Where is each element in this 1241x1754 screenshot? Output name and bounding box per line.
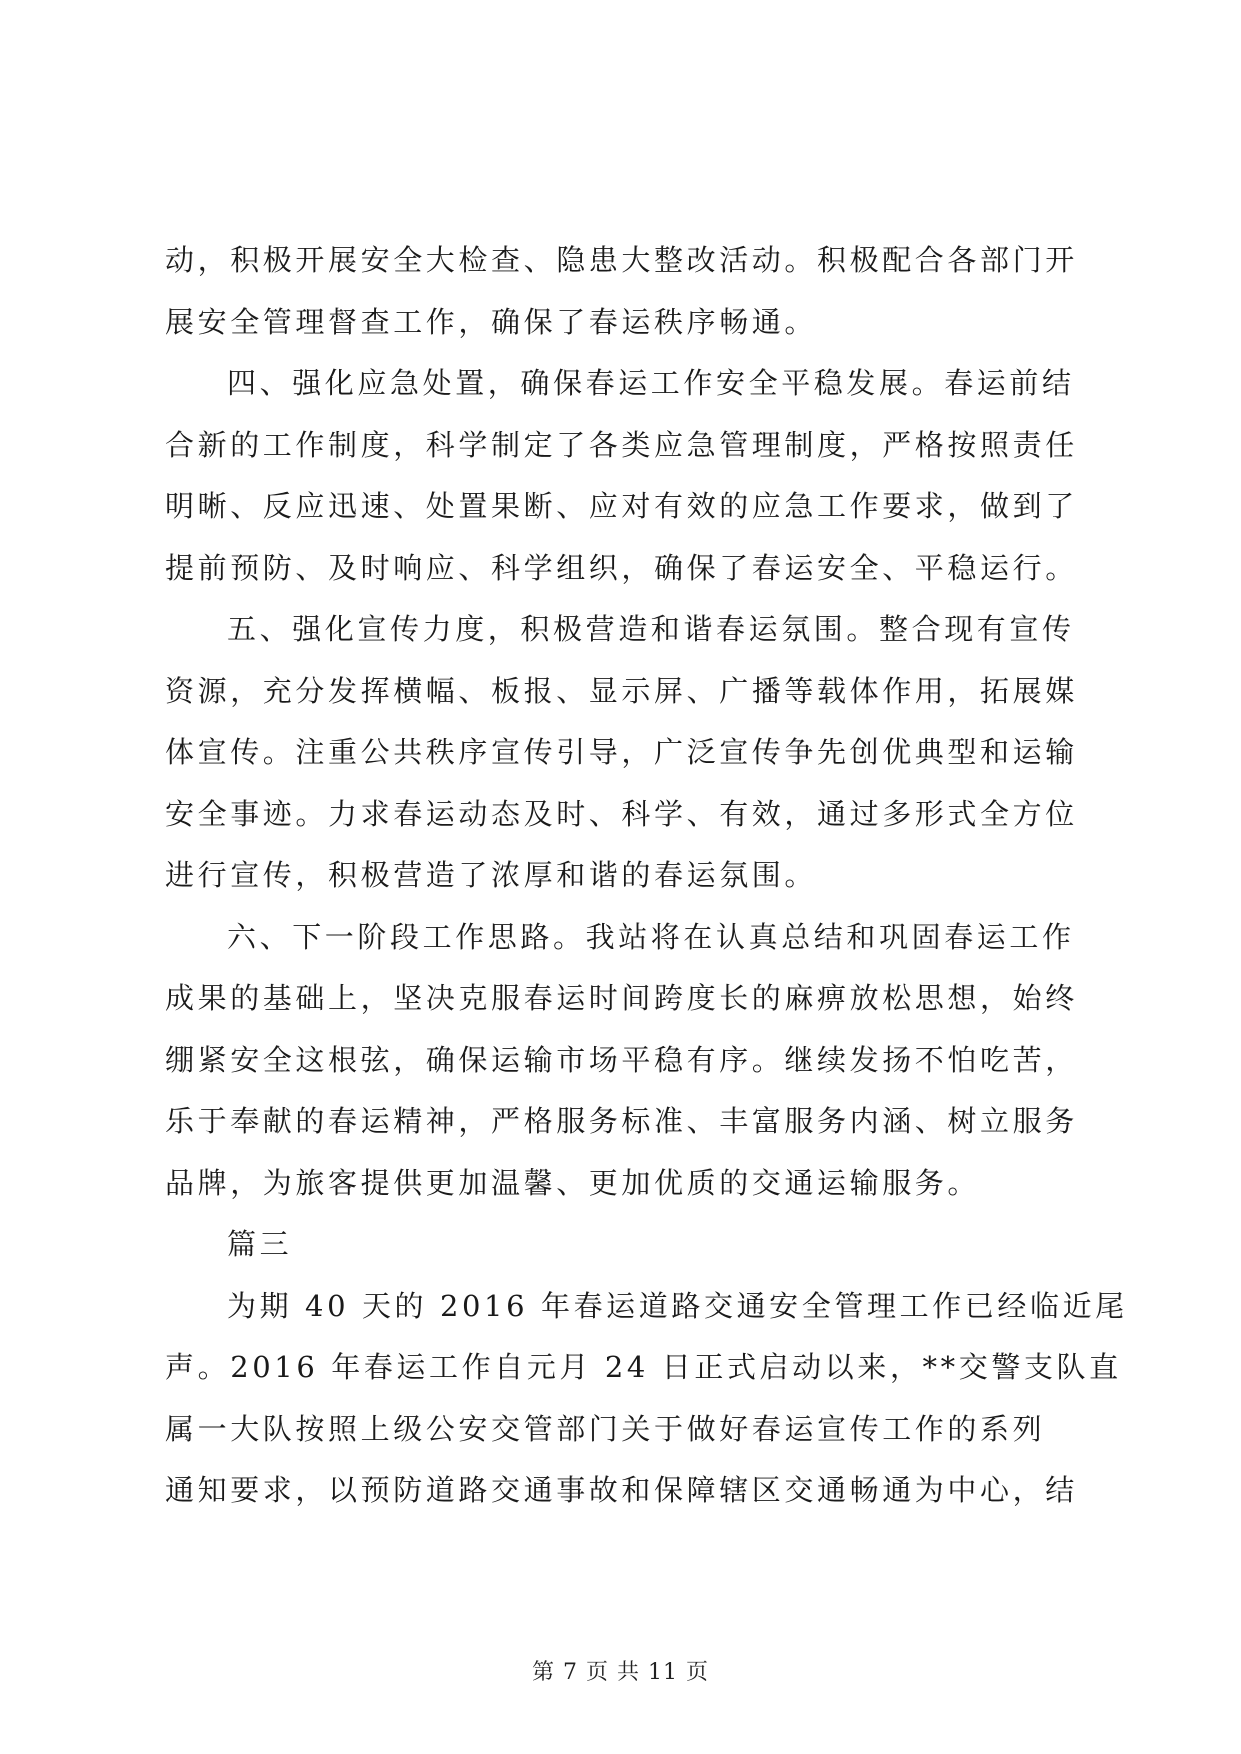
- text-line: 通知要求，以预防道路交通事故和保障辖区交通畅通为中心，结: [165, 1473, 1078, 1507]
- text-line: 品牌，为旅客提供更加温馨、更加优质的交通运输服务。: [165, 1165, 981, 1200]
- document-body: [165, 230, 1128, 1522]
- text-line: 乐于奉献的春运精神，严格服务标准、丰富服务内涵、树立服务: [165, 1104, 1078, 1138]
- text-line: 五、强化宣传力度，积极营造和谐春运氛围。整合现有宣传: [227, 612, 1075, 646]
- text-line: 明晰、反应迅速、处置果断、应对有效的应急工作要求，做到了: [165, 489, 1078, 523]
- text-line: 动，积极开展安全大检查、隐患大整改活动。积极配合各部门开: [165, 243, 1078, 277]
- text-line: 为期 40 天的 2016 年春运道路交通安全管理工作已经临近尾: [227, 1288, 1128, 1323]
- text-line: 属一大队按照上级公安交管部门关于做好春运宣传工作的系列: [165, 1411, 1046, 1446]
- text-line: 资源，充分发挥横幅、板报、显示屏、广播等载体作用，拓展媒: [165, 673, 1078, 708]
- text-line: 合新的工作制度，科学制定了各类应急管理制度，严格按照责任: [165, 427, 1078, 462]
- text-line: 声。2016 年春运工作自元月 24 日正式启动以来，**交警支队直: [165, 1350, 1122, 1384]
- text-line: 安全事迹。力求春运动态及时、科学、有效，通过多形式全方位: [165, 796, 1078, 831]
- text-line: 体宣传。注重公共秩序宣传引导，广泛宣传争先创优典型和运输: [165, 735, 1078, 769]
- text-line: 进行宣传，积极营造了浓厚和谐的春运氛围。: [165, 858, 818, 892]
- text-line: 绷紧安全这根弦，确保运输市场平稳有序。继续发扬不怕吃苦，: [165, 1042, 1078, 1077]
- text-line: 成果的基础上，坚决克服春运时间跨度长的麻痹放松思想，始终: [165, 981, 1078, 1015]
- text-line: 提前预防、及时响应、科学组织，确保了春运安全、平稳运行。: [165, 550, 1078, 585]
- page-number-footer: 第 7 页 共 11 页: [532, 1660, 709, 1685]
- text-line: 六、下一阶段工作思路。我站将在认真总结和巩固春运工作: [227, 919, 1075, 954]
- text-line: 四、强化应急处置，确保春运工作安全平稳发展。春运前结: [227, 366, 1075, 400]
- section-heading: 篇三: [227, 1227, 293, 1261]
- text-line: 展安全管理督查工作，确保了春运秩序畅通。: [165, 304, 818, 339]
